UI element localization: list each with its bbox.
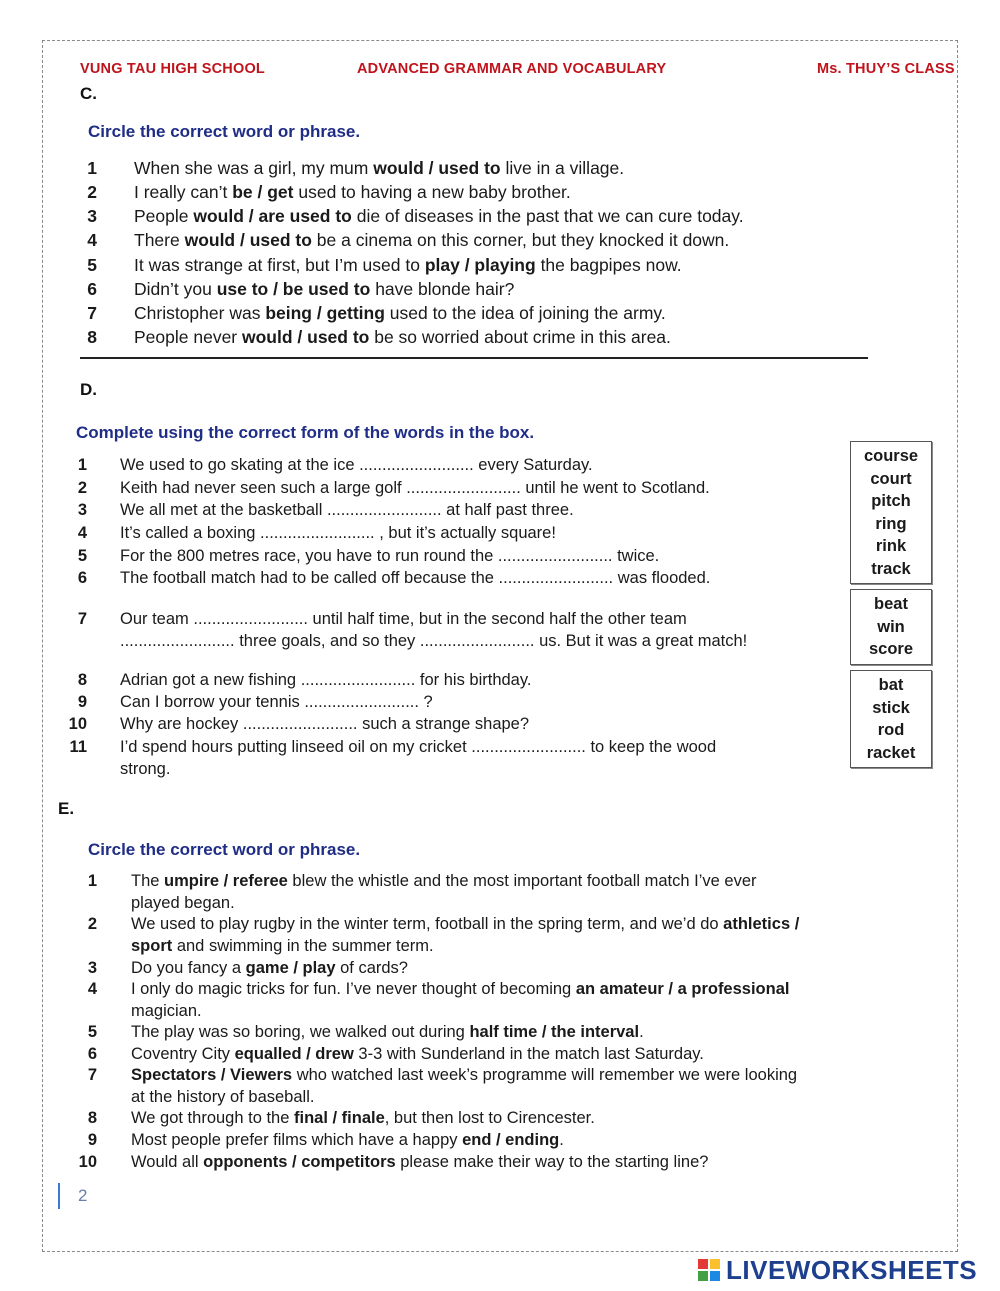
item-text: It’s called a boxing ......................... , but it’s actually square! <box>120 524 556 542</box>
item-line: Spectators / Viewers who watched last week’s programme will remember we were looking <box>131 1066 798 1084</box>
item-text <box>131 1021 644 1043</box>
bold-choice: would / are used to <box>193 206 352 226</box>
box-word: rink <box>875 537 907 555</box>
item-text: We used to go skating at the ice ......................... every Saturday. <box>120 456 593 474</box>
item-line: We got through to the final / finale, but then lost to Cirencester. <box>131 1109 595 1127</box>
section-e-instruction: Circle the correct word or phrase. <box>88 840 361 859</box>
page-number: 2 <box>58 1183 87 1209</box>
item-number: 4 <box>87 980 97 998</box>
bold-choice: an amateur / a professional <box>575 980 790 998</box>
item-number: 5 <box>87 1023 97 1041</box>
item-text <box>120 736 716 780</box>
bold-choice: opponents / competitors <box>203 1153 396 1171</box>
item-line: We used to play rugby in the winter term, football in the spring term, and we’d do athletics / <box>131 915 800 933</box>
box-word: pitch <box>871 492 911 510</box>
bold-choice: athletics / <box>723 915 800 933</box>
item-number: 4 <box>77 524 87 542</box>
word-box-places <box>850 441 932 584</box>
section-d-label: D. <box>80 380 97 399</box>
box-word: bat <box>878 676 904 694</box>
bold-choice: would / used to <box>184 230 312 250</box>
item-number: 2 <box>87 182 97 202</box>
box-word: racket <box>866 743 916 762</box>
bold-choice: would / used to <box>242 327 370 347</box>
header-school: VUNG TAU HIGH SCHOOL <box>80 61 265 77</box>
word-box-verbs <box>850 589 932 665</box>
item-text: When she was a girl, my mum would / used to live in a village. <box>134 158 625 178</box>
item-number: 7 <box>87 303 97 323</box>
item-number: 8 <box>87 327 97 347</box>
box-word: track <box>871 559 911 578</box>
header-subject: ADVANCED GRAMMAR AND VOCABULARY <box>357 61 667 77</box>
item-line: Do you fancy a game / play of cards? <box>131 959 408 977</box>
item-number: 10 <box>68 715 87 733</box>
item-text <box>131 1151 708 1173</box>
bold-choice: would / used to <box>373 158 501 178</box>
item-number: 3 <box>87 959 97 977</box>
box-word: stick <box>872 698 910 717</box>
bold-choice: final / finale <box>293 1109 385 1127</box>
item-number: 11 <box>69 738 87 756</box>
item-number: 9 <box>87 1131 97 1149</box>
item-text: We all met at the basketball ......................... at half past three. <box>120 501 574 519</box>
item-text: Keith had never seen such a large golf ......................... until he went to Scotland. <box>120 479 710 497</box>
item-text <box>131 1129 564 1151</box>
item-line: Most people prefer films which have a happy end / ending. <box>131 1131 564 1149</box>
item-number: 6 <box>77 569 87 587</box>
item-number: 10 <box>78 1153 97 1171</box>
item-text <box>131 1043 704 1065</box>
bold-choice: use to / be used to <box>216 279 371 299</box>
liveworksheets-logo-icon <box>698 1259 720 1281</box>
bold-choice: half time / the interval <box>469 1023 640 1041</box>
item-text <box>131 978 789 1022</box>
bold-choice: game / play <box>245 959 336 977</box>
bold-choice: equalled / drew <box>234 1045 354 1063</box>
item-text: The football match had to be called off because the ......................... was flooded. <box>120 569 711 587</box>
section-c-label: C. <box>80 84 97 103</box>
item-line: sport and swimming in the summer term. <box>131 937 434 955</box>
item-text: It was strange at first, but I’m used to play / playing the bagpipes now. <box>134 255 682 275</box>
header-class: Ms. THUY’S CLASS <box>817 61 955 77</box>
bold-choice: Spectators / Viewers <box>131 1066 293 1084</box>
box-word: court <box>870 469 912 488</box>
bold-choice: end / ending <box>462 1131 560 1149</box>
item-text: There would / used to be a cinema on this corner, but they knocked it down. <box>134 230 730 250</box>
item-text: I really can’t be / get used to having a new baby brother. <box>134 182 571 202</box>
item-text <box>120 608 747 652</box>
item-text: Can I borrow your tennis ......................... ? <box>120 693 433 711</box>
item-number: 6 <box>87 279 97 299</box>
item-number: 6 <box>87 1045 97 1063</box>
section-e-label: E. <box>58 799 75 818</box>
section-c-instruction: Circle the correct word or phrase. <box>88 122 361 141</box>
box-word: beat <box>874 595 908 613</box>
item-text <box>131 1064 797 1108</box>
item-line: strong. <box>120 760 171 778</box>
item-number: 8 <box>87 1109 97 1127</box>
item-text: Adrian got a new fishing ......................... for his birthday. <box>120 671 532 689</box>
bold-choice: be / get <box>232 182 294 202</box>
item-line: The umpire / referee blew the whistle and the most important football match I’ve ever <box>131 872 757 890</box>
item-number: 5 <box>77 547 87 565</box>
bold-choice: play / playing <box>424 255 536 275</box>
item-line: ......................... three goals, and so they ......................... us. But it was a great match! <box>120 632 748 650</box>
item-line: at the history of baseball. <box>131 1088 315 1106</box>
word-box-equipment <box>850 670 932 768</box>
item-text <box>131 913 799 957</box>
item-number: 7 <box>87 1066 97 1084</box>
item-number: 2 <box>87 915 97 933</box>
item-number: 5 <box>87 255 97 275</box>
item-line: I only do magic tricks for fun. I’ve never thought of becoming an amateur / a professional <box>131 980 790 998</box>
box-word: course <box>863 447 919 465</box>
item-number: 1 <box>77 456 87 474</box>
item-number: 8 <box>77 671 87 689</box>
item-number: 4 <box>87 230 97 250</box>
item-line: Would all opponents / competitors please make their way to the starting line? <box>131 1153 709 1171</box>
item-number: 9 <box>77 693 87 711</box>
item-text: Why are hockey ......................... such a strange shape? <box>120 715 530 733</box>
item-text: Christopher was being / getting used to the idea of joining the army. <box>134 303 666 323</box>
box-word: ring <box>875 514 907 533</box>
box-word: win <box>877 617 905 636</box>
item-line: I’d spend hours putting linseed oil on my cricket ......................... to keep the wood <box>120 738 717 756</box>
section-d-instruction: Complete using the correct form of the words in the box. <box>76 423 535 442</box>
bold-choice: umpire / referee <box>164 872 288 890</box>
item-text <box>131 870 757 914</box>
item-number: 3 <box>87 206 97 226</box>
item-number: 3 <box>77 501 87 519</box>
item-text <box>131 1107 595 1129</box>
item-text: Didn’t you use to / be used to have blonde hair? <box>134 279 515 299</box>
item-line: played began. <box>131 894 235 912</box>
item-line: Our team ......................... until half time, but in the second half the other team <box>120 610 687 628</box>
box-word: rod <box>877 721 905 739</box>
item-text: People would / are used to die of diseases in the past that we can cure today. <box>134 206 744 226</box>
item-text: For the 800 metres race, you have to run round the ......................... twice. <box>120 547 660 565</box>
item-text: People never would / used to be so worried about crime in this area. <box>134 327 671 347</box>
brand-watermark: LIVEWORKSHEETS <box>726 1255 978 1285</box>
item-number: 7 <box>77 610 87 628</box>
item-number: 1 <box>87 158 97 178</box>
item-line: Coventry City equalled / drew 3-3 with Sunderland in the match last Saturday. <box>131 1045 704 1063</box>
item-line: magician. <box>131 1002 202 1020</box>
box-word: score <box>868 640 914 658</box>
item-number: 2 <box>77 479 87 497</box>
section-divider <box>80 357 868 359</box>
item-text <box>131 957 408 979</box>
bold-choice: sport <box>131 937 173 955</box>
bold-choice: being / getting <box>265 303 385 323</box>
item-number: 1 <box>87 872 97 890</box>
item-line: The play was so boring, we walked out during half time / the interval. <box>131 1023 644 1041</box>
